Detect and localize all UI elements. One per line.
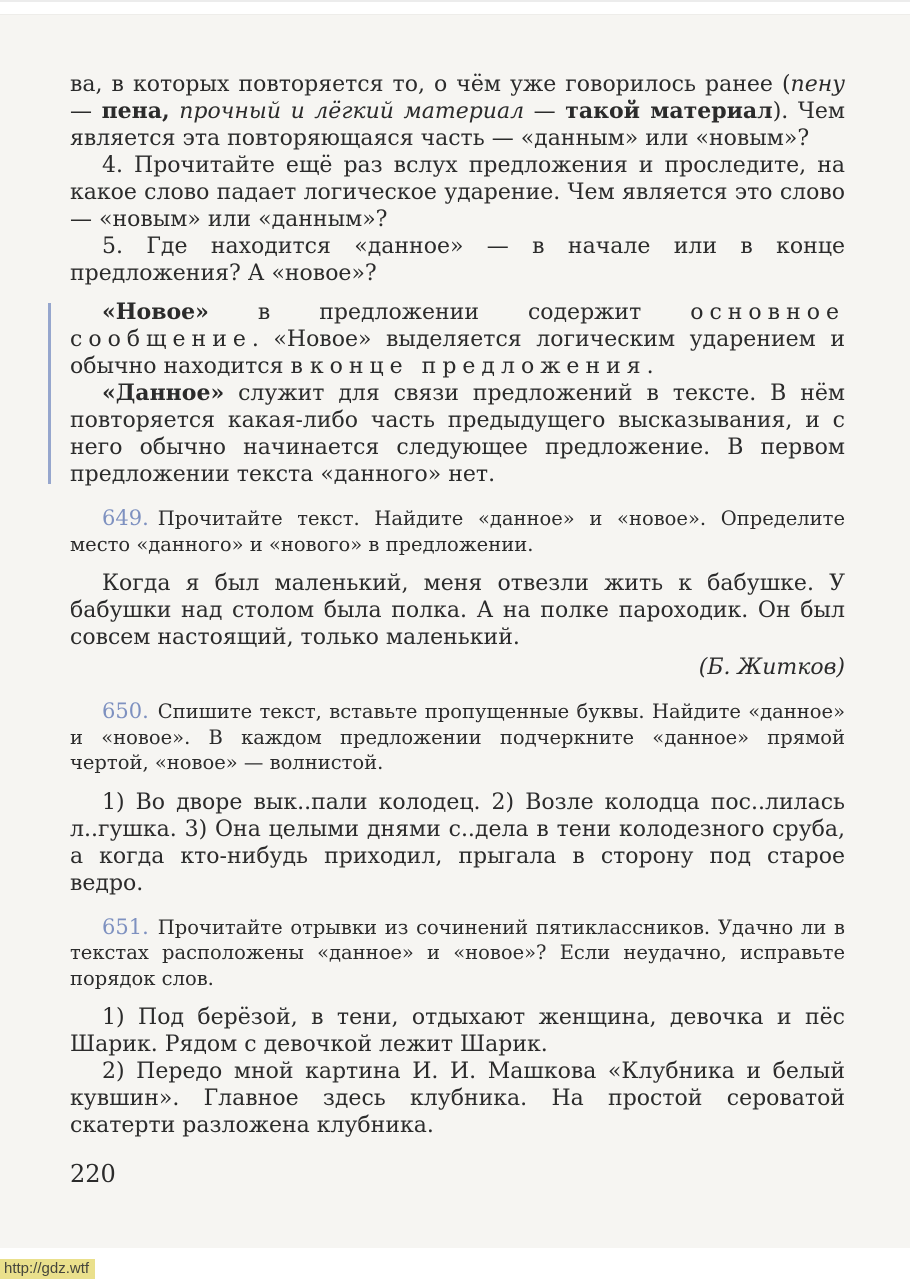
exercise-649-number: 649. bbox=[102, 506, 149, 530]
intro-bold-pena: пена, bbox=[101, 98, 170, 124]
question-5: 5. Где находится «данное» — в начале или в конце предложения? А «новое»? bbox=[70, 234, 845, 286]
exercise-651-number: 651. bbox=[102, 914, 149, 939]
rule-paragraph-novoe bbox=[70, 299, 845, 380]
intro-dash-1: — bbox=[70, 99, 102, 124]
intro-italic-penu: пену bbox=[790, 72, 845, 97]
rule-text-4: служит для связи предложений в тексте. В нём повторяется какая-либо часть предыдущего высказывания, и с него обычно начинается следующее предложение. В первом предложении текста «данного» нет. bbox=[70, 381, 845, 487]
intro-text-start: ва, в которых повторяется то, о чём уже говорилось ранее ( bbox=[70, 72, 791, 97]
exercise-651-item-1: 1) Под берёзой, в тени, отдыхают женщина, девочка и пёс Шарик. Рядом с девочкой лежит Шарик. bbox=[70, 1005, 845, 1057]
rule-text-2: . «Новое» выделяется логическим ударением и обычно находится в bbox=[70, 327, 845, 379]
rule-text-1: в предложении содержит bbox=[208, 300, 691, 325]
rule-emphasis-osnovnoe: основное сообщение bbox=[70, 300, 845, 352]
rule-emphasis-konce: конце предложения bbox=[309, 354, 647, 379]
exercise-650-number: 650. bbox=[102, 699, 149, 723]
exercise-650-text: 1) Во дворе вык..пали колодец. 2) Возле колодца пос..лилась л..гушка. 3) Она целыми днями с..дела в тени колодезного сруба, а когда кто-нибудь приходил, прыгала в сторону под старое ведро. bbox=[70, 789, 845, 896]
rule-paragraph-dannoe bbox=[70, 380, 845, 488]
rule-block bbox=[70, 299, 845, 488]
intro-bold-takoy-material: такой материал bbox=[565, 98, 773, 124]
page-content bbox=[0, 14, 910, 1188]
rule-term-dannoe: «Данное» bbox=[102, 380, 225, 406]
exercise-649-heading bbox=[70, 506, 845, 557]
exercise-651-heading bbox=[70, 915, 845, 992]
exercise-651-instruction: Прочитайте отрывки из сочинений пятиклассников. Удачно ли в текстах расположены «данное» и «новое»? Если неудачно, исправьте порядок слов. bbox=[70, 915, 845, 990]
question-4: 4. Прочитайте ещё раз вслух предложения и проследите, на какое слово падает логическое ударение. Чем является это слово — «новым» или «данным»? bbox=[70, 153, 845, 232]
intro-space bbox=[170, 99, 180, 124]
rule-accent-bar bbox=[48, 303, 51, 484]
intro-text-end: ). Чем является эта повторяющаяся часть — «данным» или «новым»? bbox=[70, 99, 845, 151]
watermark-url: http://gdz.wtf bbox=[0, 1259, 95, 1279]
scan-top-edge bbox=[0, 0, 910, 2]
exercise-649-text: Когда я был маленький, меня отвезли жить к бабушке. У бабушки над столом была полка. А на полке пароходик. Он был совсем настоящий, только маленький. bbox=[70, 571, 845, 650]
exercise-650-instruction: Спишите текст, вставьте пропущенные буквы. Найдите «данное» и «новое». В каждом предложении подчеркните «данное» прямой чертой, «новое» — волнистой. bbox=[70, 700, 845, 774]
exercise-650-heading bbox=[70, 699, 845, 776]
intro-dash-2: — bbox=[524, 99, 566, 124]
intro-paragraph bbox=[70, 71, 845, 152]
exercise-649-instruction: Прочитайте текст. Найдите «данное» и «новое». Определите место «данного» и «нового» в предложении. bbox=[70, 507, 845, 556]
intro-italic-material: прочный и лёгкий материал bbox=[179, 99, 525, 124]
exercise-649-attribution: (Б. Житков) bbox=[698, 655, 845, 680]
exercise-651-item-2: 2) Передо мной картина И. И. Машкова «Клубника и белый кувшин». Главное здесь клубника. На простой сероватой скатерти разложена клубника. bbox=[70, 1059, 845, 1138]
rule-text-3: . bbox=[646, 354, 654, 379]
rule-term-novoe: «Новое» bbox=[102, 299, 209, 325]
page-number: 220 bbox=[70, 1160, 116, 1188]
textbook-page bbox=[0, 14, 910, 1248]
